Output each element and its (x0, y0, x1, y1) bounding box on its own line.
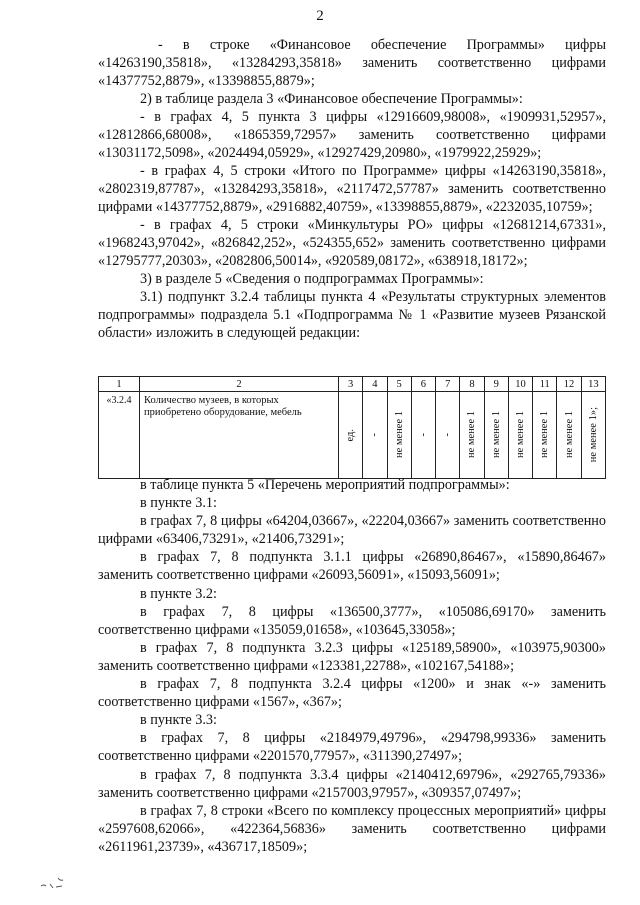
header-cell: 8 (460, 377, 484, 392)
value: не менее 1 (393, 411, 405, 459)
value: не менее 1 (539, 411, 551, 459)
row-name: Количество музеев, в которых приобретено оборудование, мебель (140, 392, 339, 479)
paragraph: - в графах 4, 5 пункта 3 цифры «12916609,98008», «1909931,52957», «12812866,68008», «1865359,72957» заменить соответственно цифрами «13031172,5098», «2024494,05929», «12927429,20980», «1979922,25929»; (98, 109, 606, 161)
header-cell: 6 (411, 377, 435, 392)
paragraph: в пункте 3.3: (140, 712, 217, 729)
value: не менее 1 (514, 411, 526, 459)
value: - (369, 433, 381, 437)
value-cell (508, 392, 532, 479)
value-cell (387, 392, 411, 479)
paragraph: в графах 7, 8 подпункта 3.3.4 цифры «2140412,69796», «292765,79336» заменить соответственно цифрами «2157003,97957», «309357,07497»; (98, 766, 606, 801)
unit-cell (339, 392, 363, 479)
table-header-row (99, 377, 606, 392)
table-row (99, 392, 606, 479)
value-cell (460, 392, 484, 479)
value-cell (557, 392, 581, 479)
page-number: 2 (316, 8, 324, 24)
value: не менее 1 (466, 411, 478, 459)
paragraph: в таблице пункта 5 «Перечень мероприятий подпрограммы»: (140, 477, 510, 493)
paragraph: в графах 7, 8 подпункта 3.1.1 цифры «26890,86467», «15890,86467» заменить соответственно цифрами «26093,56091», «15093,56091»; (98, 549, 606, 584)
paragraph: в графах 7, 8 цифры «64204,03667», «22204,03667» заменить соответственно цифрами «63406,73291», «21406,73291»; (98, 513, 606, 548)
paragraph: - в строке «Финансовое обеспечение Программы» цифры «14263190,35818», «13284293,35818» заменить соответственно цифрами «14377752,8879», «13398855,8879»; (98, 37, 606, 89)
header-cell: 10 (508, 377, 532, 392)
paragraph: в графах 7, 8 цифры «136500,3777», «105086,69170» заменить соответственно цифрами «135059,01658», «103645,33058»; (98, 603, 606, 638)
paragraph: 3) в разделе 5 «Сведения о подпрограммах Программы»: (140, 271, 484, 287)
document-body-top (98, 36, 606, 342)
document-body-bottom (98, 476, 606, 856)
paragraph: в графах 7, 8 подпункта 3.2.4 цифры «1200» и знак «-» заменить соответственно цифрами «1567», «367»; (98, 676, 606, 711)
value-cell (533, 392, 557, 479)
header-cell: 1 (99, 377, 140, 392)
header-cell: 5 (387, 377, 411, 392)
header-cell: 2 (140, 377, 339, 392)
paragraph: в графах 7, 8 подпункта 3.2.3 цифры «125189,58900», «103975,90300» заменить соответственно цифрами «123381,22788», «102167,54188»; (98, 639, 606, 674)
header-cell: 11 (533, 377, 557, 392)
paragraph: в пункте 3.2: (140, 585, 217, 602)
unit-value: ед. (345, 428, 357, 442)
paragraph: 3.1) подпункт 3.2.4 таблицы пункта 4 «Результаты структурных элементов подпрограммы» подраздела 5.1 «Подпрограмма № 1 «Развитие музеев Рязанской области» изложить в следующей редакции: (98, 289, 606, 341)
value: - (417, 433, 429, 437)
value-cell (581, 392, 605, 479)
paragraph: в пункте 3.1: (140, 495, 217, 512)
value-cell (363, 392, 387, 479)
scan-mark (38, 872, 70, 892)
header-cell: 7 (436, 377, 460, 392)
header-cell: 12 (557, 377, 581, 392)
paragraph: в графах 7, 8 цифры «2184979,49796», «294798,99336» заменить соответственно цифрами «2201570,77957», «311390,27497»; (98, 730, 606, 765)
header-cell: 3 (339, 377, 363, 392)
value: не менее 1 (563, 411, 575, 459)
results-table (98, 376, 606, 479)
value-cell (436, 392, 460, 479)
paragraph: 2) в таблице раздела 3 «Финансовое обеспечение Программы»: (140, 91, 523, 107)
value-cell (411, 392, 435, 479)
row-code: «3.2.4 (99, 392, 140, 479)
value: - (442, 433, 454, 437)
header-cell: 9 (484, 377, 508, 392)
paragraph: - в графах 4, 5 строки «Минкультуры РО» цифры «12681214,67331», «1968243,97042», «826842,252», «524355,652» заменить соответственно цифрами «12795777,20303», «2082806,50014», «920589,08172», «638918,18172»; (98, 217, 606, 269)
value: не менее 1»; (587, 407, 599, 463)
header-cell: 4 (363, 377, 387, 392)
paragraph: - в графах 4, 5 строки «Итого по Программе» цифры «14263190,35818», «2802319,87787», «13284293,35818», «2117472,57787» заменить соответственно цифрами «14377752,8879», «2916882,40759», «13398855,8879», «2232035,10759»; (98, 163, 606, 215)
value: не менее 1 (490, 411, 502, 459)
paragraph: в графах 7, 8 строки «Всего по комплексу процессных мероприятий» цифры «2597608,62066», «422364,56836» заменить соответственно цифрами «2611961,23739», «436717,18509»; (98, 802, 606, 855)
value-cell (484, 392, 508, 479)
header-cell: 13 (581, 377, 605, 392)
